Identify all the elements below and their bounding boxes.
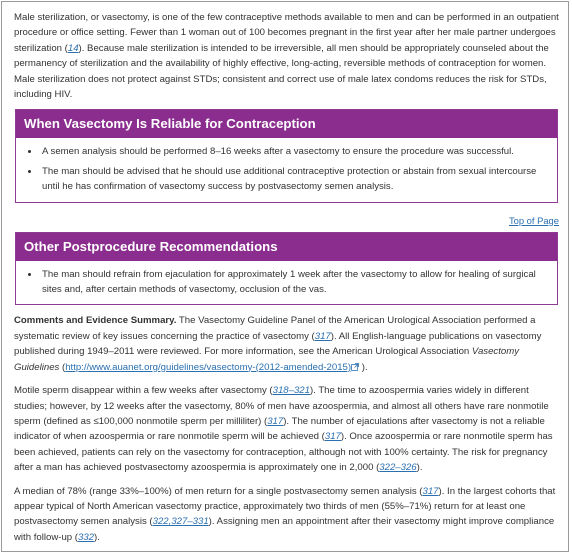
lead-in: Comments and Evidence Summary. (14, 315, 177, 327)
external-link-icon (351, 363, 359, 371)
list-item: • The man should refrain from ejaculation for approximately 1 week after the vasectomy to allow for healing of surgical sites and, after certain methods of vasectomy, occlusion of the vas. (40, 267, 547, 298)
top-of-page-link[interactable]: Top of Page (508, 214, 559, 226)
postprocedure-box (15, 232, 558, 306)
reference-link[interactable]: 332 (77, 531, 94, 543)
reference-link[interactable]: 317 (324, 431, 341, 443)
reference-link[interactable]: 317 (314, 330, 331, 342)
list-item: • The man should be advised that he should use additional contraceptive protection or abstain from sexual intercourse until he has confirmation of vasectomy success by postvasectomy semen analysis. (40, 164, 547, 195)
article-content (14, 10, 559, 545)
reference-link[interactable]: 318–321 (272, 385, 310, 397)
reliable-contraception-box (15, 109, 558, 202)
page-frame (1, 1, 569, 552)
followup-paragraph: A median of 78% (range 33%–100%) of men return for a single postvasectomy semen analysis (317). In the largest cohorts that appear typical of North American vasectomy practice, approximately two thirds of men (55%–71%) return for at least one postvasectomy semen analysis (322,327–331). Assigning men an appointment after their vasectomy might improve compliance with follow-up (332). (14, 485, 556, 543)
section-heading: Other Postprocedure Recommendations (16, 233, 557, 261)
reference-link[interactable]: 317 (422, 485, 439, 497)
list-item: • A semen analysis should be performed 8–16 weeks after a vasectomy to ensure the procedure was successful. (40, 144, 547, 159)
section-heading: When Vasectomy Is Reliable for Contraception (16, 110, 557, 138)
reference-link[interactable]: 322–326 (379, 462, 417, 474)
reference-link[interactable]: 14 (67, 42, 79, 54)
intro-paragraph: Male sterilization, or vasectomy, is one of the few contraceptive methods available to men and can be performed in an outpatient procedure or office setting. Fewer than 1 woman out of 100 becomes pregnant in the first year after her male partner undergoes sterilization (14). Because male sterilization is intended to be irreversible, all men should be appropriately counseled about the permanency of sterilization and the availability of highly effective, long-acting, reversible methods of contraception for women. Male sterilization does not protect against STDs; consistent and correct use of male latex condoms reduces the risk for STDs, including HIV. (14, 12, 559, 101)
motile-sperm-paragraph: Motile sperm disappear within a few weeks after vasectomy (318–321). The time to azoospermia varies widely in different studies; however, by 12 weeks after the vasectomy, 80% of men have azoospermia, and almost all others have rare nonmotile sperm (defined as ≤100,000 nonmotile sperm per milliliter) (317). The number of ejaculations after vasectomy is not a reliable indicator of when azoospermia or rare nonmotile sperm will be achieved (317). Once azoospermia or rare nonmotile sperm has been achieved, patients can rely on the vasectomy for contraception, although not with 100% certainty. The risk for pregnancy after a man has achieved postvasectomy azoospermia is approximately one in 2,000 (322–326). (14, 385, 553, 474)
external-link[interactable]: http://www.auanet.org/guidelines/vasectomy-(2012-amended-2015) (65, 361, 352, 373)
reference-link[interactable]: 322,327–331 (152, 516, 209, 528)
bullet-list (16, 138, 557, 201)
evidence-summary-paragraph: Comments and Evidence Summary. The Vasectomy Guideline Panel of the American Urological Association performed a systematic review of key issues concerning the practice of vasectomy (317). All English-language publications on vasectomy published during 1949–2011 were reviewed. For more information, see the American Urological Association Vasectomy Guidelines (http://www.auanet.org/guidelines/vasectomy-(2012-amended-2015) ). (14, 315, 542, 373)
top-of-page-row (14, 212, 559, 230)
reference-link[interactable]: 317 (267, 415, 284, 427)
bullet-list (16, 261, 557, 305)
